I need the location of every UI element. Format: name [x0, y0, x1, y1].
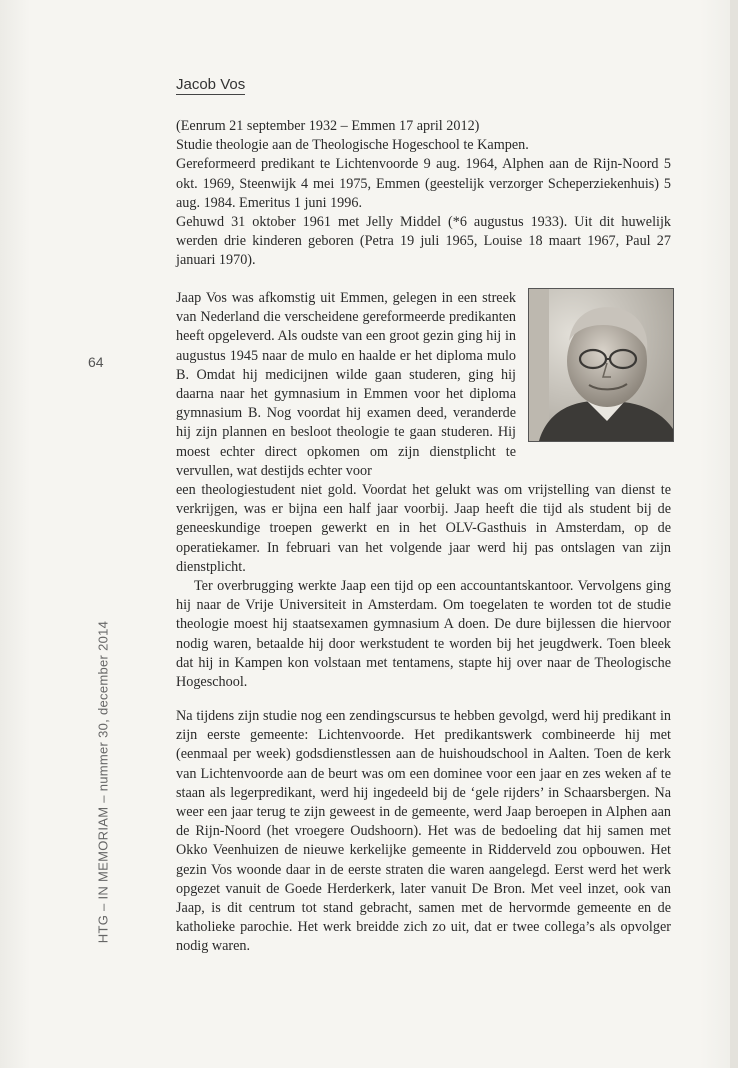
bio-career: Gereformeerd predikant te Lichtenvoorde 9 aug. 1964, Alphen aan de Rijn-Noord 5 okt. 1969, Steenwijk 4 mei 1975, Emmen (geestelijk verzorger Scheperziekenhuis) 5 aug. 1984. Emeritus 1 juni 1996.	[176, 156, 671, 211]
page-edge	[730, 0, 738, 1068]
bio-study: Studie theologie aan de Theologische Hogeschool te Kampen.	[176, 137, 529, 154]
body-paragraph-3: Na tijdens zijn studie nog een zendingscursus te hebben gevolgd, werd hij predikant in zijn eerste gemeente: Lichtenvoorde. Het predikantswerk combineerde hij met (eenmaal per week) godsdienstlessen aan de huishoudschool in Aalten. Toen de kerk van Lichtenvoorde aan de beurt was om een dominee voor een jaar en zes weken af te staan als legerpredikant, werd hij ingedeeld bij de ‘gele rijders’ in Schaarsbergen. Na weer een jaar terug te zijn geweest in de gemeente, werd Jaap beroepen in Alphen aan de Rijn-Noord (het vroegere Oudshoorn). Het was de bedoeling dat hij samen met Okko Veenhuizen de nieuwe kerkelijke gemeente in Ridderveld zou opbouwen. Het gezin Vos woonde daar in de eerste straten die waren aangelegd. Eerst werd het werk opgezet vanuit de Goede Herderkerk, later vanuit De Bron. Met veel inzet, ook van Jaap, is dit centrum tot stand gebracht, samen met de hervormde gemeente en de katholieke parochie. Het werk breidde zich zo uit, dat er twee collega’s als opvolger nodig waren.	[176, 708, 671, 955]
bio-dates: (Eenrum 21 september 1932 – Emmen 17 april 2012)	[176, 118, 480, 134]
article-title: Jacob Vos	[176, 76, 246, 93]
paragraph-1-continued-text: een theologiestudent niet gold. Voordat het gelukt was om vrijstelling van dienst te verkrijgen, was er bijna een half jaar voorbij. Jaap heeft die tijd als student bij de geneeskundige troepen gewerkt en in het OLV-Gasthuis in Amsterdam, op de operatiekamer. In februari van het volgende jaar werd hij pas ontslagen van zijn dienstplicht.	[176, 482, 671, 575]
paragraph-1-wrapped-text: Jaap Vos was afkomstig uit Emmen, gelegen in een streek van Nederland die verscheidene gereformeerde predikanten heeft opgeleverd. Als oudste van een groot gezin ging hij in augustus 1945 naar de mulo en haalde er het diploma mulo B. Omdat hij medicijnen wilde gaan studeren, ging hij daarna naar het gymnasium in Emmen voor het diploma gymnasium B. Nog voordat hij examen deed, veranderde hij zijn plannen en besloot theologie te gaan studeren. Hij moest echter direct opkomen om zijn dienstplicht te vervullen, wat destijds echter voor	[176, 290, 516, 479]
biographical-summary	[176, 117, 671, 271]
page-number: 64	[88, 354, 104, 370]
running-footer: HTG – IN MEMORIAM – nummer 30, december 2014	[95, 620, 111, 944]
body-paragraph-2: Ter overbrugging werkte Jaap een tijd op een accountantskantoor. Vervolgens ging hij naar de Vrije Universiteit in Amsterdam. Om toegelaten te worden tot de studie theologie moest hij staatsexamen gymnasium A doen. De dure bijlessen die hiervoor nodig waren, betaalde hij door werkstudent te worden bij het jeugdwerk. Toen bleek dat hij in Kampen kon volstaan met tentamens, stapte hij over naar de Theologische Hogeschool.	[176, 578, 671, 691]
bio-family: Gehuwd 31 oktober 1961 met Jelly Middel (*6 augustus 1933). Uit dit huwelijk werden drie kinderen geboren (Petra 19 juli 1965, Louise 18 maart 1967, Paul 27 januari 1970).	[176, 214, 671, 269]
body-paragraph-1	[176, 289, 671, 692]
